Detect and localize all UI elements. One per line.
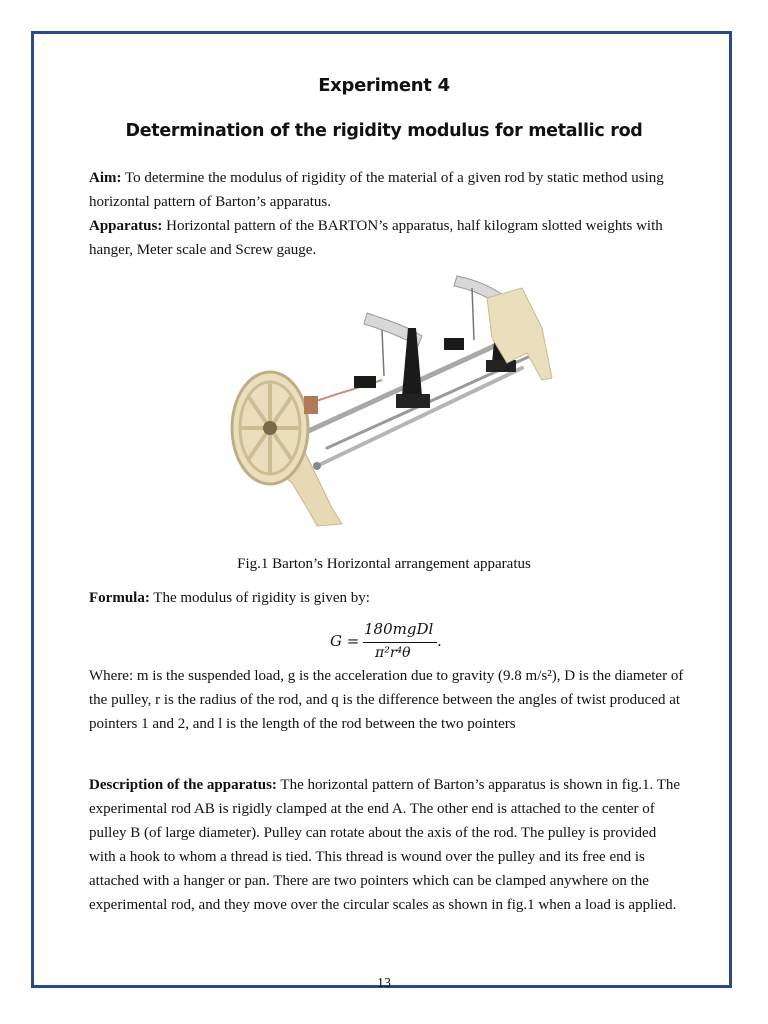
where-paragraph: Where: m is the suspended load, g is the acceleration due to gravity (9.8 m/s²), D is the diameter of the pulley, r is the radius of the rod, and q is the difference between the angles of twist produced at pointers 1 and 2, and l is the length of the rod between the two pointers xyxy=(89,668,684,732)
page-number: 13 xyxy=(377,976,391,991)
description-label: Description of the apparatus: xyxy=(89,777,277,793)
rigidity-formula xyxy=(320,620,520,664)
experiment-subtitle: Determination of the rigidity modulus for metallic rod xyxy=(125,121,643,141)
formula-denominator: π²r⁴θ xyxy=(375,645,411,661)
apparatus-text: Horizontal pattern of the BARTON’s apparatus, half kilogram slotted weights with hanger, Meter scale and Screw gauge. xyxy=(89,218,663,258)
formula-numerator: 180mgDl xyxy=(364,620,434,638)
formula-lhs: G = xyxy=(330,632,360,650)
formula-label: Formula: xyxy=(89,590,150,606)
description-paragraph xyxy=(89,773,684,917)
figure-caption: Fig.1 Barton’s Horizontal arrangement apparatus xyxy=(237,556,531,572)
barton-apparatus-figure xyxy=(222,268,558,532)
apparatus-label: Apparatus: xyxy=(89,218,163,234)
aim-text: To determine the modulus of rigidity of the material of a given rod by static method using horizontal pattern of Barton’s apparatus. xyxy=(89,170,664,210)
fraction-bar xyxy=(363,642,437,643)
experiment-title: Experiment 4 xyxy=(318,75,450,96)
aim-label: Aim: xyxy=(89,170,122,186)
formula-intro-text: The modulus of rigidity is given by: xyxy=(149,590,370,606)
aim-paragraph xyxy=(89,166,684,214)
apparatus-paragraph xyxy=(89,214,684,262)
description-text: The horizontal pattern of Barton’s apparatus is shown in fig.1. The experimental rod AB is rigidly clamped at the end A. The other end is attached to the center of pulley B (of large diameter). Pulley can rotate about the axis of the rod. The pulley is provided with a hook to whom a thread is tied. This thread is wound over the pulley and its free end is attached with a hanger or pan. There are two pointers which can be clamped anywhere on the experimental rod, and they move over the circular scales as shown in fig.1 when a load is applied. xyxy=(89,777,681,913)
formula-paragraph xyxy=(89,586,684,610)
formula-end: . xyxy=(437,632,442,650)
